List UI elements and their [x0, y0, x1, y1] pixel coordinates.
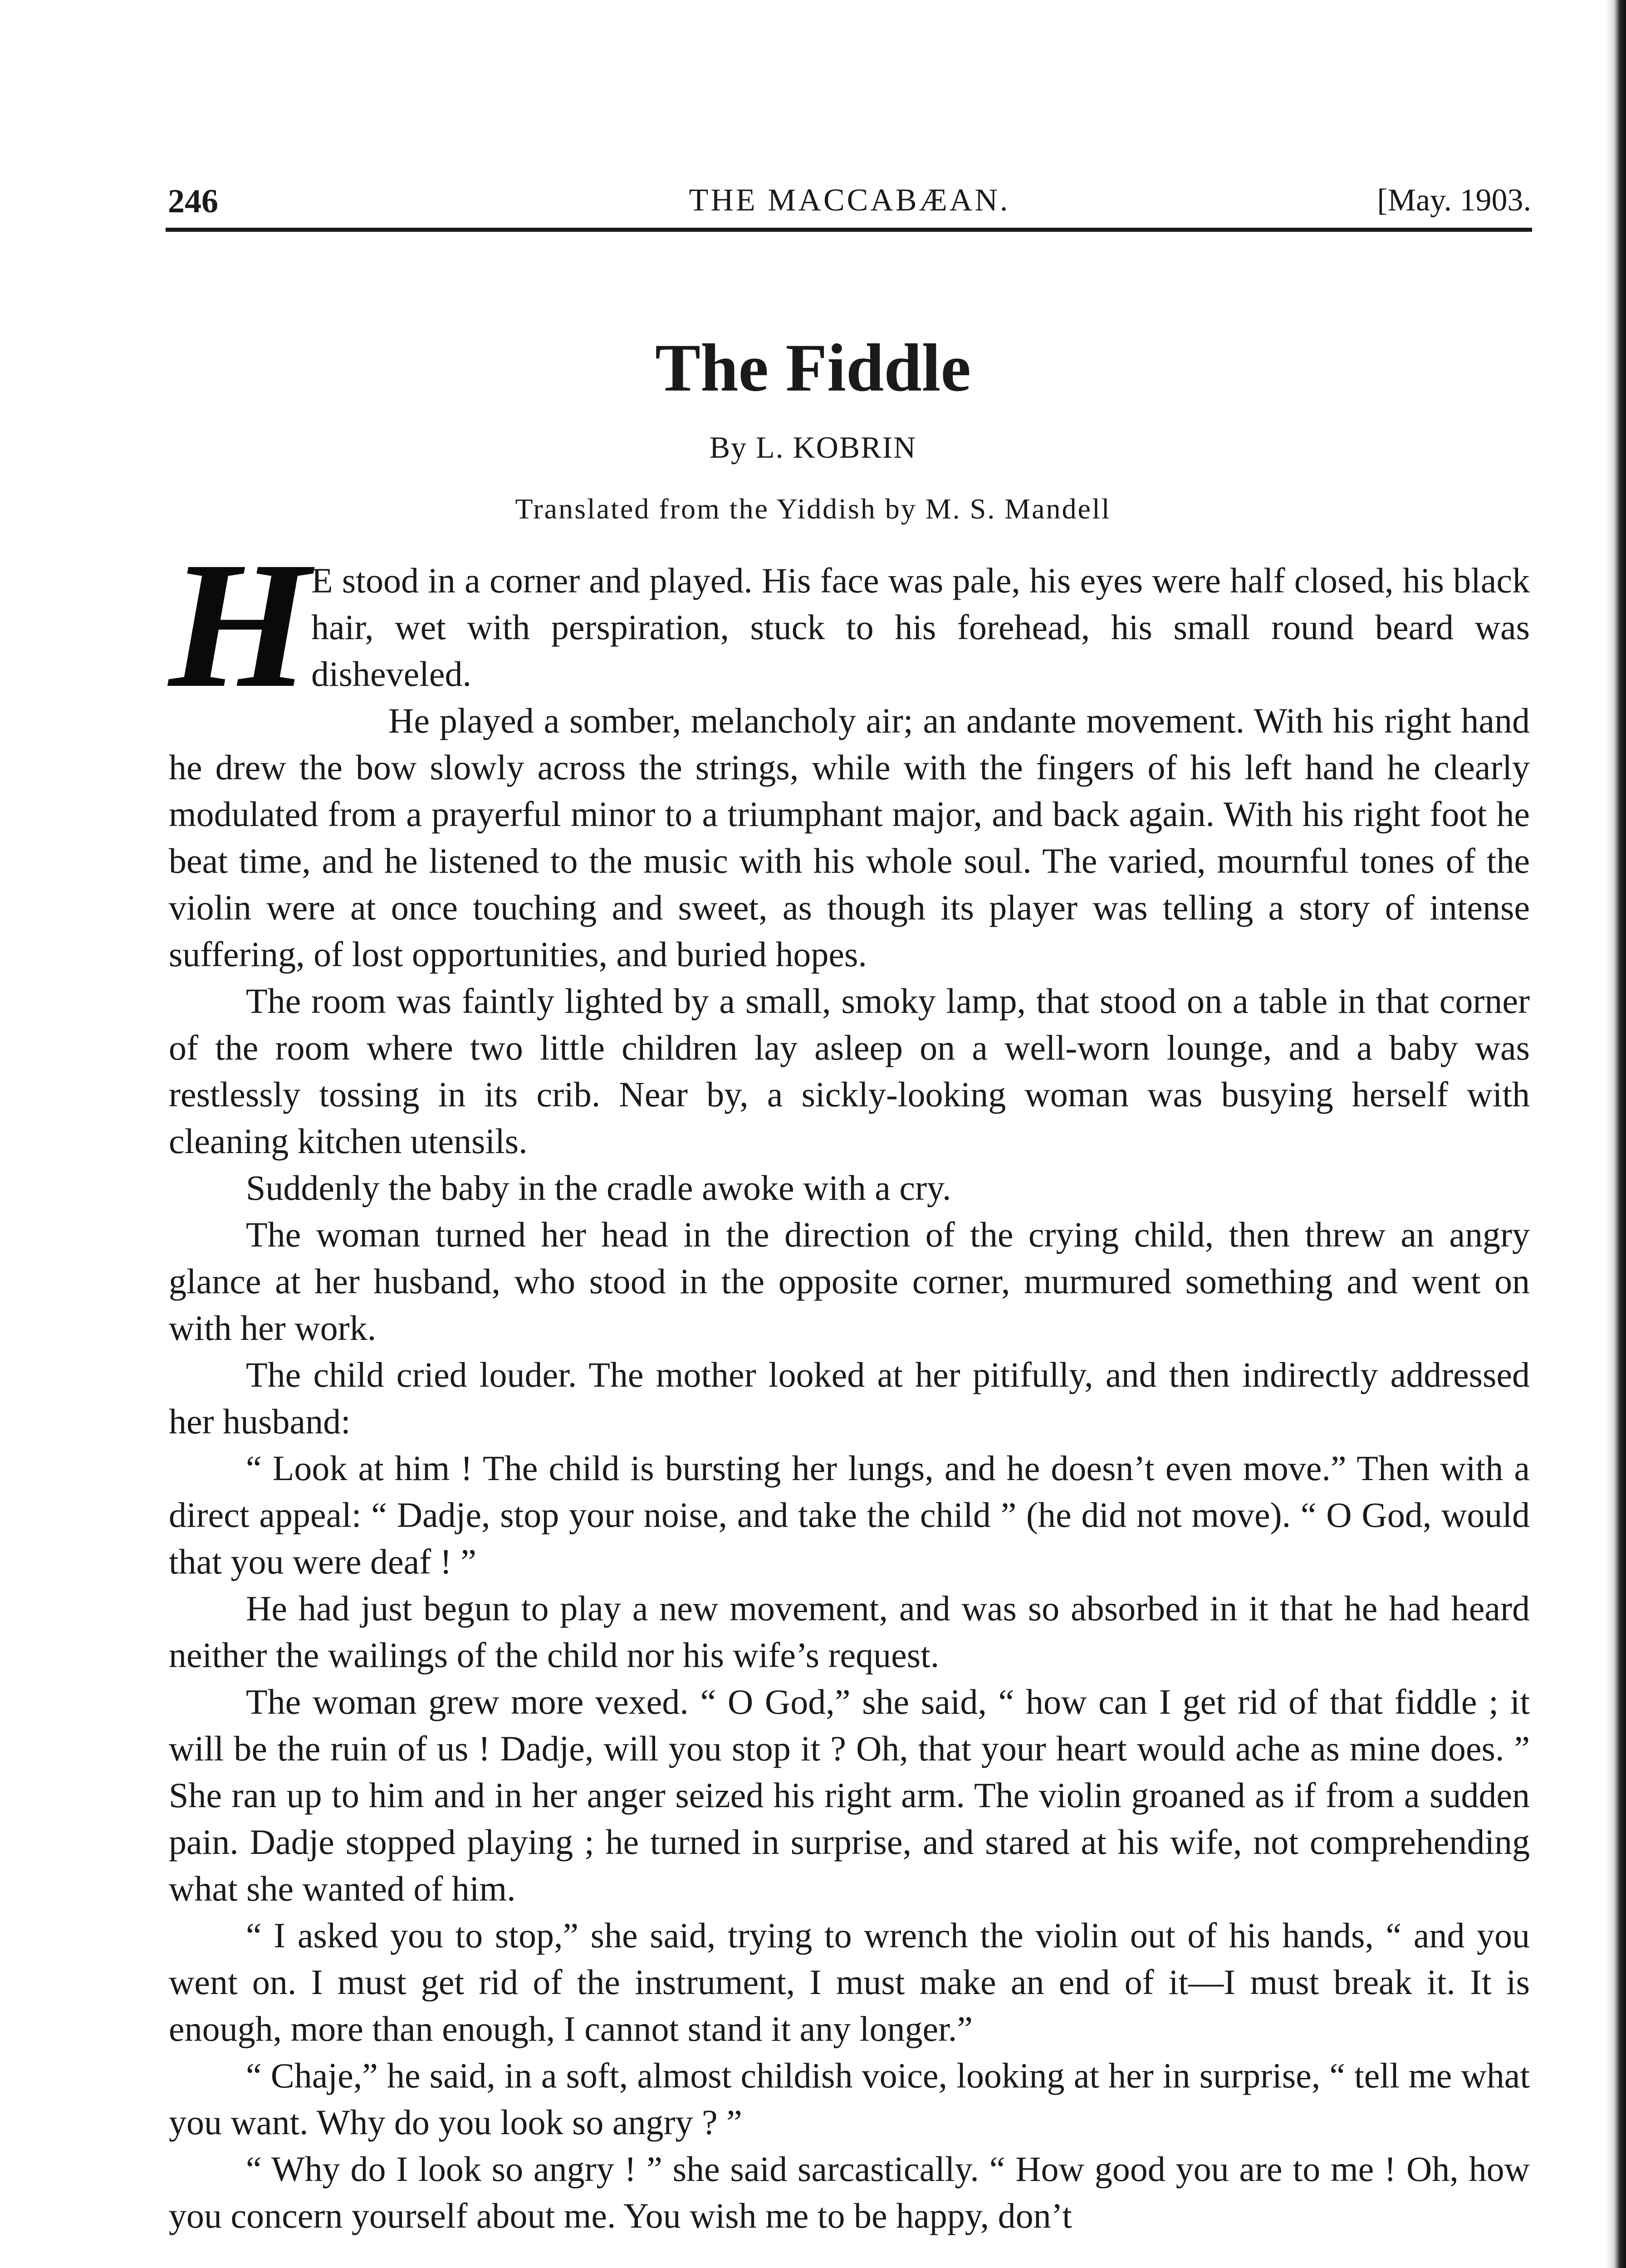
paragraph: “ Look at him ! The child is bursting her lungs, and he doesn’t even move.” Then with a direct appeal: “ Dadje, stop your noise, and take the child ” (he did not move). “ O God, would that you were deaf ! ” [169, 1448, 1530, 1581]
paragraph: The room was faintly lighted by a small, smoky lamp, that stood on a table in that corner of the room where two little children lay asleep on a well-worn lounge, and a baby was restlessly tossing in its crib. Near by, a sickly-looking woman was busying herself with cleaning kitchen utensils. [169, 981, 1530, 1161]
translator-credit: Translated from the Yiddish by M. S. Mandell [515, 493, 1111, 525]
paragraph: He had just begun to play a new movement, and was so absorbed in it that he had heard neither the wailings of the child nor his wife’s request. [169, 1589, 1530, 1675]
page-header [168, 173, 1531, 219]
running-title: THE MACCABÆAN. [689, 183, 1010, 218]
paragraph: The child cried louder. The mother looked at her pitifully, and then indirectly addressed her husband: [169, 1355, 1530, 1441]
paragraph: The woman turned her head in the direction of the crying child, then threw an angry glance at her husband, who stood in the opposite corner, murmured something and went on with her work. [169, 1215, 1530, 1348]
page-number: 246 [168, 183, 218, 220]
paragraph: E stood in a corner and played. His face was pale, his eyes were half closed, his black hair, wet with perspiration, stuck to his forehead, his small round beard was disheveled. [311, 561, 1530, 694]
paragraph: “ Why do I look so angry ! ” she said sarcastically. “ How good you are to me ! Oh, how you concern yourself about me. You wish me to be happy, don’t [169, 2149, 1530, 2235]
paragraph: The woman grew more vexed. “ O God,” she said, “ how can I get rid of that fiddle ; it will be the ruin of us ! Dadje, will you stop it ? Oh, that your heart would ache as mine does. ” She ran up to him and in her anger seized his right arm. The violin groaned as if from a sudden pain. Dadje stopped playing ; he turned in surprise, and stared at his wife, not comprehending what she wanted of him. [169, 1682, 1530, 1908]
drop-cap: H [169, 524, 310, 725]
article-title: The Fiddle [655, 330, 971, 406]
header-rule [166, 228, 1532, 232]
article-byline: By L. KOBRIN [709, 430, 917, 464]
article-body [169, 524, 1530, 2239]
paragraph: “ I asked you to stop,” she said, trying to wrench the violin out of his hands, “ and you went on. I must get rid of the instrument, I must make an end of it—I must break it. It is enough, more than enough, I cannot stand it any longer.” [169, 1916, 1530, 2048]
paragraph: “ Chaje,” he said, in a soft, almost childish voice, looking at her in surprise, “ tell me what you want. Why do you look so angry ? ” [169, 2056, 1530, 2142]
paragraph: He played a somber, melancholy air; an andante movement. With his right hand he drew the bow slowly across the strings, while with the fingers of his left hand he clearly modulated from a prayerful minor to a triumphant major, and back again. With his right foot he beat time, and he listened to the music with his whole soul. The varied, mournful tones of the violin were at once touching and sweet, as though its player was telling a story of intense suffering, of lost opportunities, and buried hopes. [169, 701, 1530, 974]
issue-date: [May. 1903. [1377, 183, 1531, 218]
paragraph: Suddenly the baby in the cradle awoke with a cry. [246, 1168, 951, 1207]
